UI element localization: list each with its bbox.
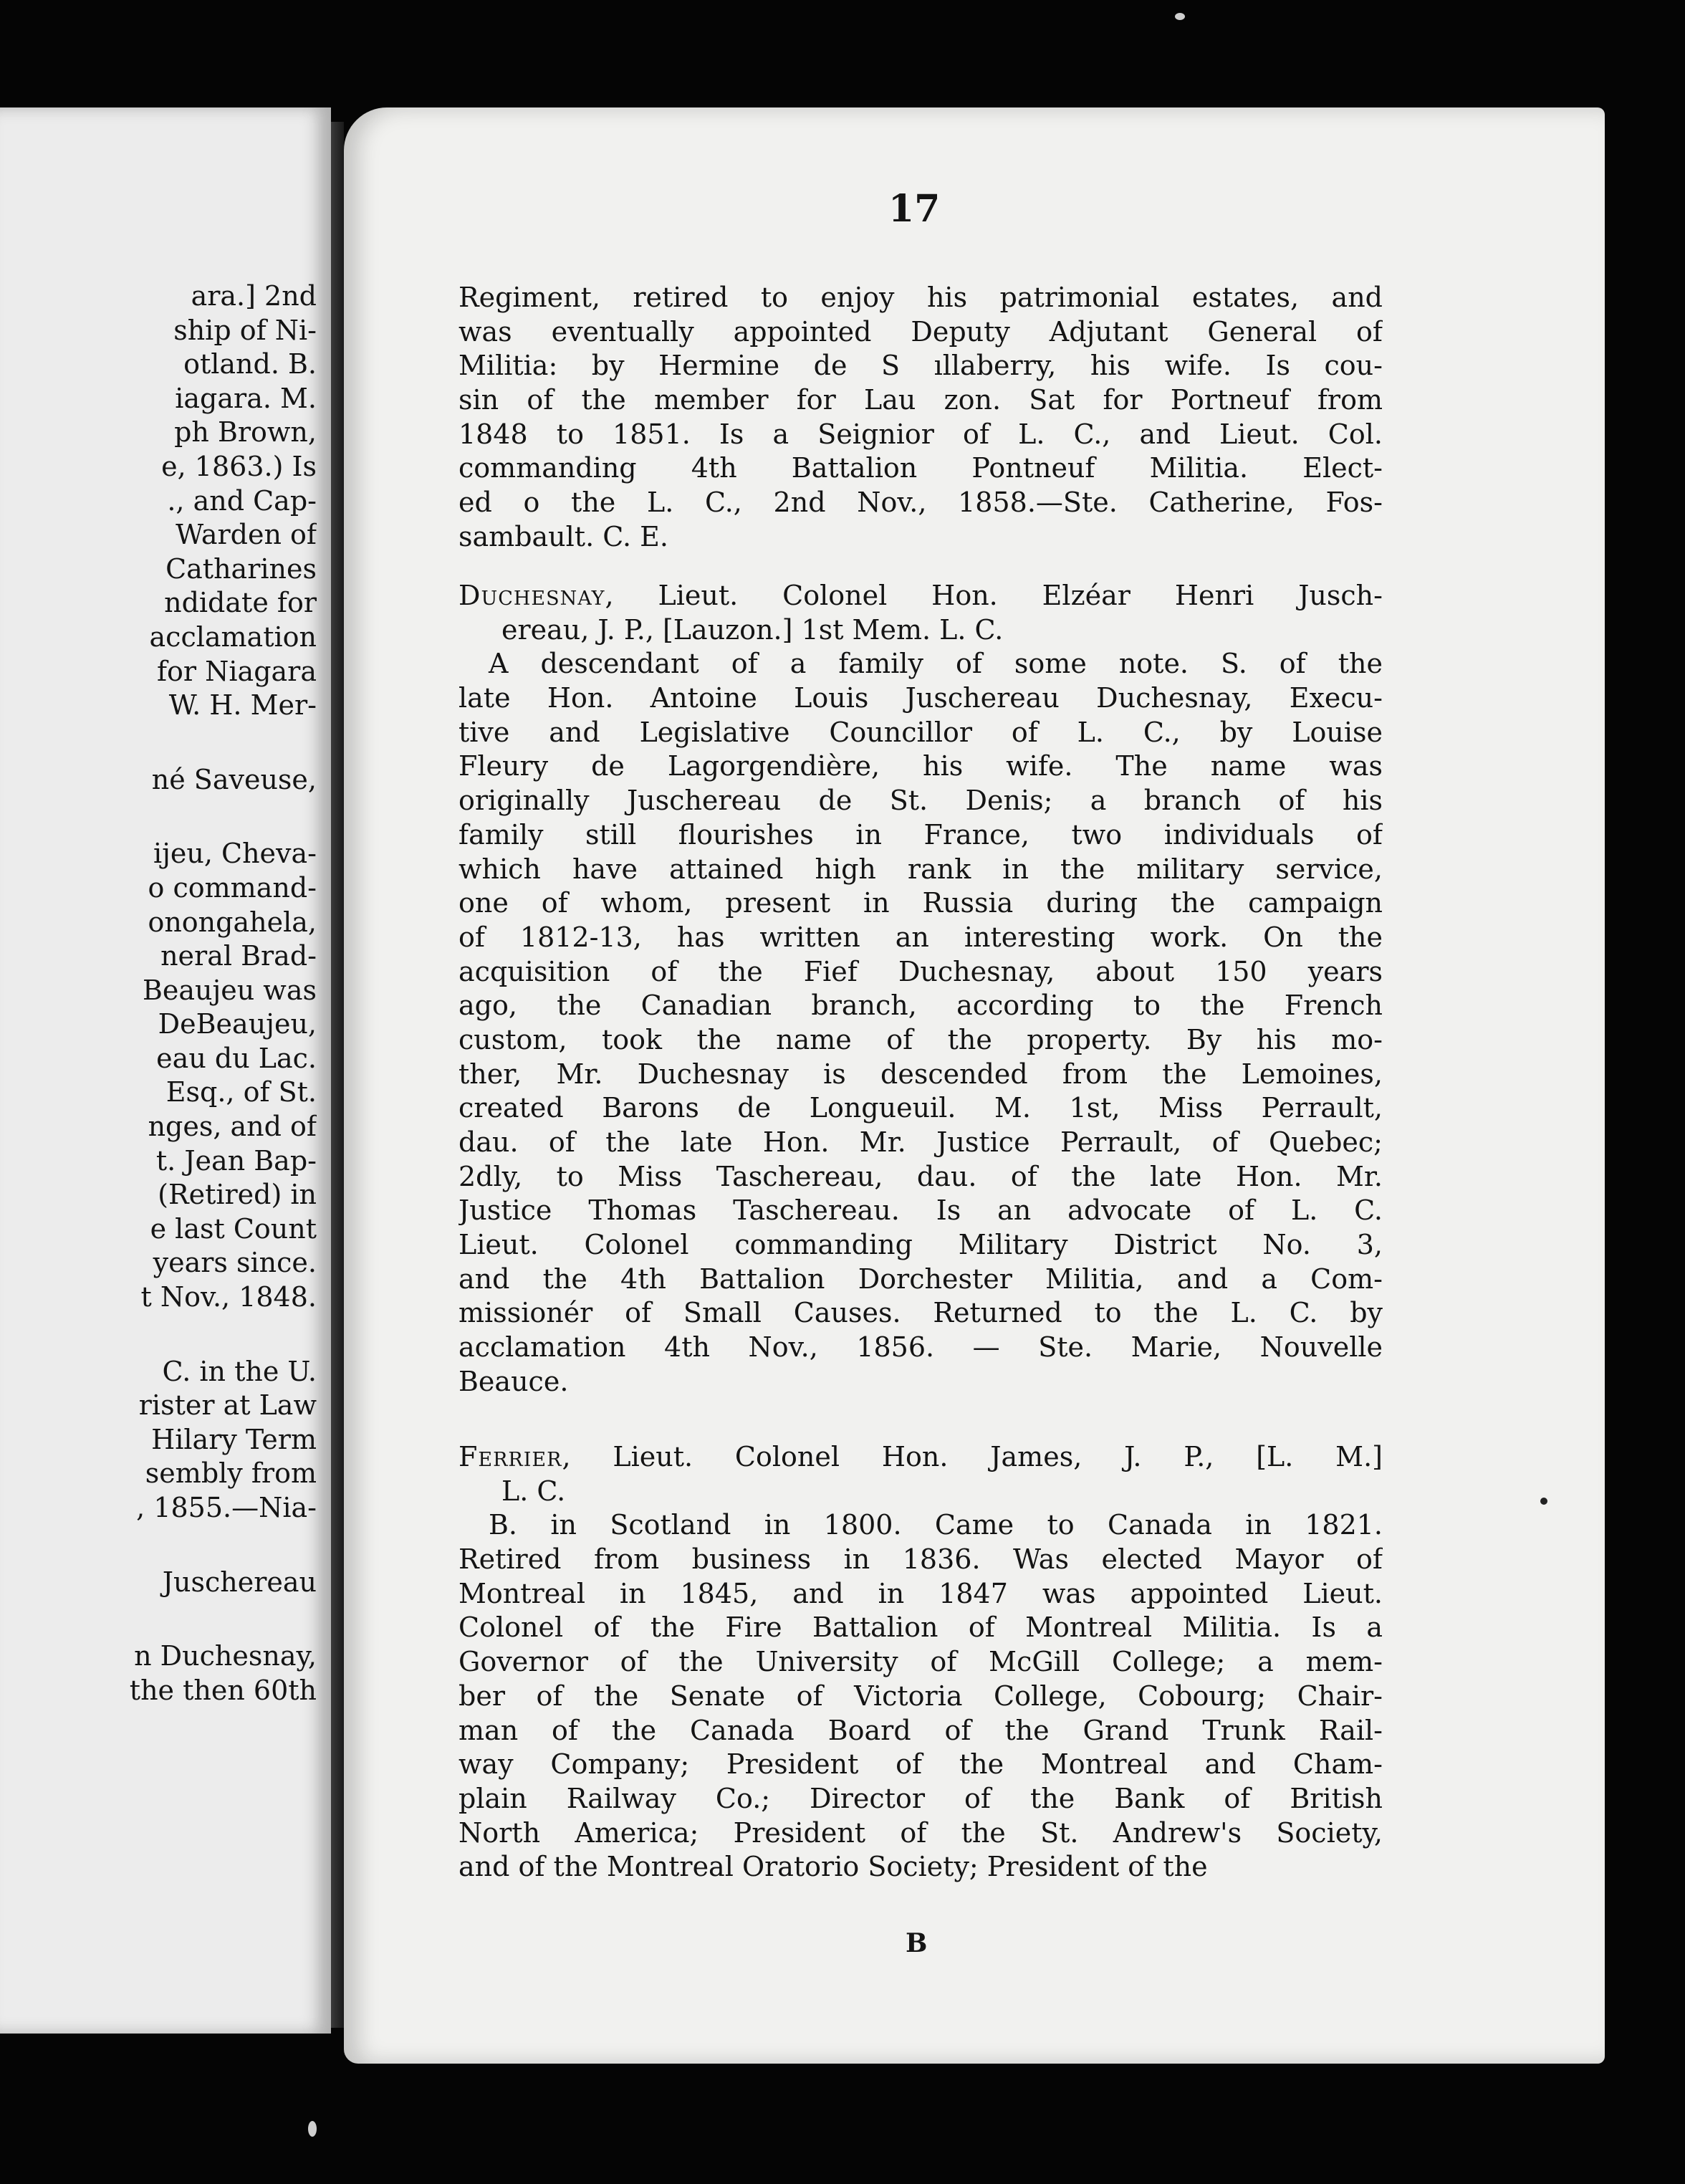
left-page-line: ndidate for [164, 587, 317, 619]
text-line: custom, took the name of the property. By his mo- [459, 1023, 1383, 1055]
left-page-line: Hilary Term [151, 1423, 317, 1455]
left-page-line: otland. B. [183, 348, 317, 380]
entry-heading: Duchesnay, Lieut. Colonel Hon. Elzéar Henri Jusch- [459, 580, 1383, 611]
text-line: ago, the Canadian branch, according to the French [459, 990, 1383, 1022]
continued-paragraph [459, 281, 1383, 555]
left-page-line: Warden of [176, 519, 317, 551]
entry-heading: Ferrier, Lieut. Colonel Hon. James, J. P., [L. M.] [459, 1441, 1383, 1472]
text-line: of 1812-13, has written an interesting work. On the [459, 921, 1383, 953]
text-line: B. in Scotland in 1800. Came to Canada in 1821. [489, 1509, 1383, 1541]
text-line: Governor of the University of McGill College; a mem- [459, 1646, 1383, 1678]
left-page-line: rister at Law [138, 1389, 317, 1422]
left-page-line: acclamation [149, 621, 317, 653]
text-line: acquisition of the Fief Duchesnay, about 150 years [459, 955, 1383, 987]
left-page-line: , 1855.—Nia- [136, 1492, 317, 1523]
entry-body [459, 647, 1383, 1399]
text-line: 2dly, to Miss Taschereau, dau. of the late Hon. Mr. [459, 1160, 1383, 1192]
text-line: ber of the Senate of Victoria College, Cobourg; Chair- [459, 1680, 1383, 1712]
left-page-line: Beaujeu was [142, 974, 317, 1006]
text-line: acclamation 4th Nov., 1856. — Ste. Marie, Nouvelle [459, 1331, 1383, 1364]
text-line: sin of the member for Lau zon. Sat for Portneuf from [459, 384, 1383, 416]
text-line: ed o the L. C., 2nd Nov., 1858.—Ste. Catherine, Fos- [459, 487, 1383, 519]
left-page-line: onongahela, [148, 906, 317, 938]
scan-speck [1175, 13, 1185, 20]
text-line: Montreal in 1845, and in 1847 was appointed Lieut. [459, 1577, 1383, 1609]
text-line: A descendant of a family of some note. S. of the [489, 648, 1383, 680]
text-line: which have attained high rank in the military service, [459, 853, 1383, 885]
left-page-line: ., and Cap- [167, 484, 317, 517]
text-line: created Barons de Longueuil. M. 1st, Miss Perrault, [459, 1092, 1383, 1124]
text-line: family still flourishes in France, two individuals of [459, 818, 1383, 851]
entry-body [459, 1508, 1383, 1884]
entry-surname: Duchesnay [459, 580, 605, 611]
left-page-line: eau du Lac. [156, 1042, 317, 1074]
text-line: missionér of Small Causes. Returned to the L. C. by [459, 1297, 1383, 1329]
entry-duchesnay [459, 579, 1383, 1399]
left-page-line: iagara. M. [175, 382, 317, 414]
left-page-line: ijeu, Cheva- [153, 838, 317, 870]
left-page-line: ship of Ni- [173, 314, 317, 346]
left-page [0, 107, 331, 2034]
left-page-line: Catharines [165, 552, 317, 585]
text-line: ther, Mr. Duchesnay is descended from the Lemoines, [459, 1058, 1383, 1090]
left-page-line: né Saveuse, [151, 763, 317, 795]
text-line: Colonel of the Fire Battalion of Montreal Militia. Is a [459, 1611, 1383, 1644]
text-line: sambault. C. E. [459, 520, 668, 552]
left-page-line: nges, and of [148, 1111, 317, 1143]
left-page-line: e, 1863.) Is [161, 450, 317, 482]
left-page-line: for Niagara [156, 655, 317, 687]
text-line: man of the Canada Board of the Grand Trunk Rail- [459, 1714, 1383, 1746]
text-line: late Hon. Antoine Louis Juschereau Duchesnay, Execu- [459, 682, 1383, 714]
text-line: one of whom, present in Russia during the campaign [459, 887, 1383, 919]
left-page-line: Juschereau [162, 1566, 317, 1598]
text-line: was eventually appointed Deputy Adjutant General of [459, 315, 1383, 348]
text-line: 1848 to 1851. Is a Seignior of L. C., and Lieut. Col. [459, 418, 1383, 450]
text-line: originally Juschereau de St. Denis; a branch of his [459, 785, 1383, 817]
text-line: plain Railway Co.; Director of the Bank of British [459, 1782, 1383, 1814]
left-page-line: years since. [153, 1247, 317, 1279]
text-line: Regiment, retired to enjoy his patrimonial estates, and [459, 282, 1383, 313]
text-line: Militia: by Hermine de S ıllaberry, his wife. Is cou- [459, 350, 1383, 382]
left-page-line: neral Brad- [160, 940, 317, 972]
text-line: Retired from business in 1836. Was elected Mayor of [459, 1543, 1383, 1576]
left-page-line: (Retired) in [158, 1179, 317, 1211]
text-line: and the 4th Battalion Dorchester Militia, and a Com- [459, 1263, 1383, 1295]
left-page-line: e last Count [150, 1212, 317, 1245]
left-page-line: ara.] 2nd [191, 280, 317, 312]
text-line: North America; President of the St. Andrew's Society, [459, 1816, 1383, 1849]
left-page-line: DeBeaujeu, [158, 1008, 317, 1040]
page-number: 17 [888, 187, 941, 231]
text-line: commanding 4th Battalion Pontneuf Militia. Elect- [459, 452, 1383, 484]
left-page-line: the then 60th [129, 1674, 317, 1706]
left-page-line: Esq., of St. [165, 1076, 317, 1108]
entry-surname: Ferrier [459, 1441, 562, 1472]
left-page-line: sembly from [145, 1457, 317, 1490]
left-page-line: t Nov., 1848. [140, 1281, 317, 1313]
left-page-line: ph Brown, [174, 416, 317, 449]
entry-heading-line2: ereau, J. P., [Lauzon.] 1st Mem. L. C. [501, 613, 1004, 646]
left-page-line: o command- [148, 871, 317, 904]
left-page-line: C. in the U. [162, 1355, 317, 1387]
signature-mark: B [906, 1928, 928, 1958]
left-page-text [0, 279, 317, 1708]
text-line: and of the Montreal Oratorio Society; President of the [459, 1851, 1208, 1883]
text-line: way Company; President of the Montreal and Cham- [459, 1748, 1383, 1781]
text-line: Justice Thomas Taschereau. Is an advocate of L. C. [459, 1194, 1383, 1227]
left-page-line: n Duchesnay, [134, 1640, 317, 1672]
text-line: Lieut. Colonel commanding Military District No. 3, [459, 1229, 1383, 1261]
entry-ferrier [459, 1440, 1383, 1884]
left-page-line: W. H. Mer- [168, 689, 317, 722]
book-gutter [331, 122, 344, 2028]
text-line: Fleury de Lagorgendière, his wife. The name was [459, 750, 1383, 782]
text-line: tive and Legislative Councillor of L. C., by Louise [459, 716, 1383, 748]
scan-speck [308, 2121, 317, 2137]
entry-heading-line2: L. C. [501, 1475, 566, 1507]
left-page-line: t. Jean Bap- [155, 1144, 317, 1177]
text-line: Beauce. [459, 1365, 569, 1397]
scan-speck [1540, 1498, 1547, 1505]
text-line: dau. of the late Hon. Mr. Justice Perrault, of Quebec; [459, 1126, 1383, 1158]
